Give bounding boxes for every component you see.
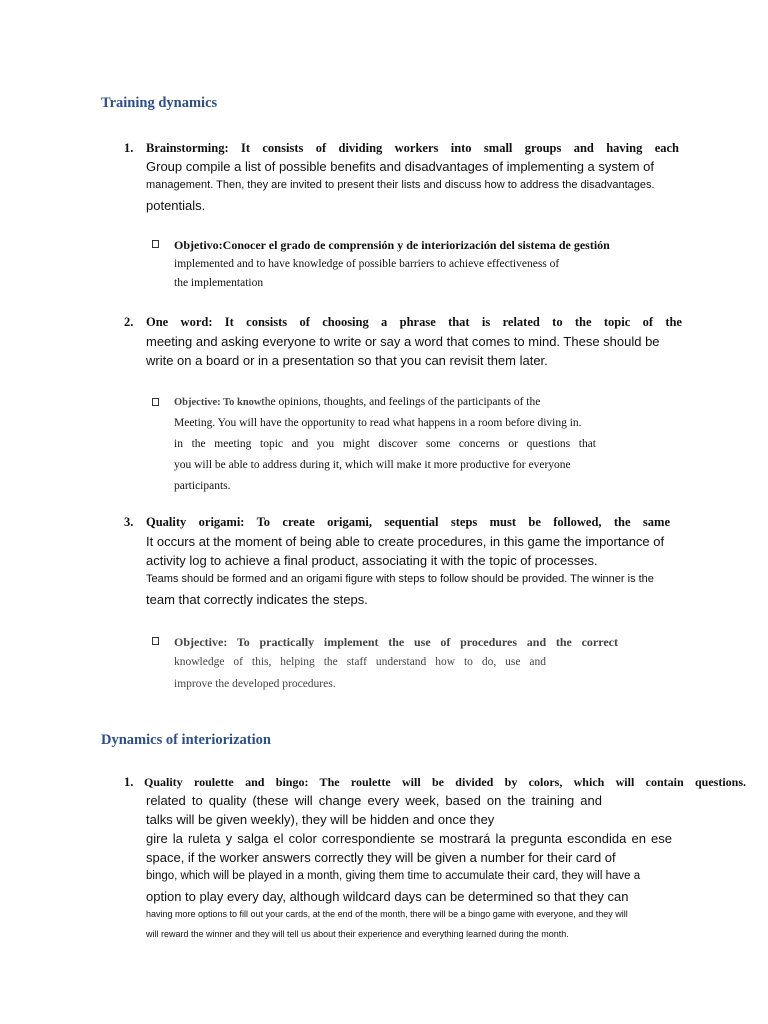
objective-lead: Objective: To practically implement the use of procedures and the correct [174, 635, 618, 649]
item-number: 1. [124, 141, 134, 155]
item-lead-one-word: One word: It consists of choosing a phrase that is related to the topic of the [146, 315, 682, 329]
objective-line: in the meeting topic and you might discover some concerns or questions that [174, 438, 596, 450]
objective-lead: Objective: To know [174, 397, 262, 408]
objective-line: the implementation [174, 277, 264, 289]
item-line: potentials. [146, 198, 206, 213]
objective-lead-rest: the opinions, thoughts, and feelings of the participants of the [261, 396, 541, 408]
objective-line: you will be able to address during it, which will make it more productive for everyone [174, 459, 571, 471]
checkbox-bullet-icon [152, 398, 159, 406]
item-number: 3. [124, 515, 134, 529]
item-line: Teams should be formed and an origami figure with steps to follow should be provided. The winner is the [146, 573, 654, 585]
section-heading-interiorization: Dynamics of interiorization [101, 732, 271, 748]
item-line: will reward the winner and they will tell us about their experience and everything learned during the month. [146, 929, 569, 939]
item-line: team that correctly indicates the steps. [146, 592, 368, 607]
item-lead-quality-origami: Quality origami: To create origami, sequential steps must be followed, the same [146, 515, 670, 529]
section-heading-training-dynamics: Training dynamics [101, 95, 218, 111]
item-line: It occurs at the moment of being able to create procedures, in this game the importance of [146, 534, 665, 549]
checkbox-bullet-icon [152, 240, 159, 248]
item-line: talks will be given weekly), they will be hidden and once they [146, 812, 495, 827]
objective-line: knowledge of this, helping the staff understand how to do, use and [174, 656, 546, 668]
checkbox-bullet-icon [152, 637, 159, 645]
item-line: related to quality (these will change every week, based on the training and [146, 793, 602, 808]
item-line: write on a board or in a presentation so that you can revisit them later. [146, 353, 548, 368]
objective-line: participants. [174, 480, 231, 492]
item-number: 1. [124, 775, 134, 789]
item-line: bingo, which will be played in a month, giving them time to accumulate their card, they will have a [146, 870, 641, 882]
item-line: activity log to achieve a final product, associating it with the topic of processes. [146, 553, 598, 568]
objective-line: Meeting. You will have the opportunity to read what happens in a room before diving in. [174, 417, 582, 429]
item-line: option to play every day, although wildcard days can be determined so that they can [146, 889, 629, 904]
item-line: management. Then, they are invited to present their lists and discuss how to address the disadvantages. [146, 179, 655, 191]
item-line: space, if the worker answers correctly they will be given a number for their card of [146, 850, 616, 865]
item-number: 2. [124, 315, 134, 329]
objective-line: improve the developed procedures. [174, 678, 336, 690]
item-line: having more options to fill out your cards, at the end of the month, there will be a bingo game with everyone, and they will [146, 909, 628, 919]
item-lead-brainstorming: Brainstorming: It consists of dividing workers into small groups and having each [146, 141, 679, 155]
objective-line: implemented and to have knowledge of possible barriers to achieve effectiveness of [174, 258, 560, 270]
item-line: gire la ruleta y salga el color correspondiente se mostrará la pregunta escondida en ese [146, 831, 672, 846]
item-line: Group compile a list of possible benefits and disadvantages of implementing a system of [146, 159, 654, 174]
objective-lead: Objetivo:Conocer el grado de comprensión y de interiorización del sistema de gestión [174, 238, 610, 252]
objective-first-line [174, 397, 540, 409]
item-line: meeting and asking everyone to write or say a word that comes to mind. These should be [146, 334, 660, 349]
item-lead-quality-roulette: Quality roulette and bingo: The roulette will be divided by colors, which will contain questions. [144, 775, 746, 789]
